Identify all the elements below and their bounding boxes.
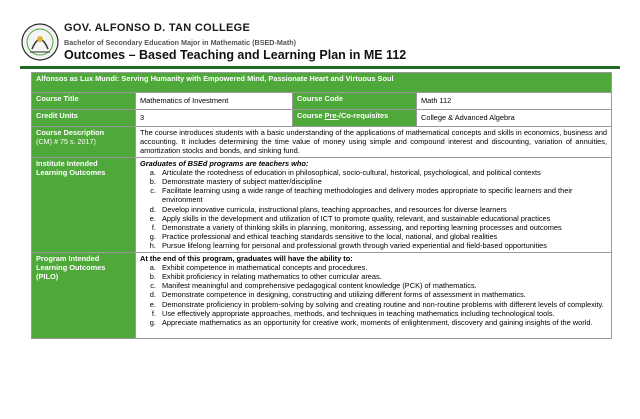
list-item: g. Appreciate mathematics as an opportunity for creative work, moments of enlightenment, discovery and gaining insights of the world. bbox=[158, 318, 607, 327]
list-item: c. Manifest meaningful and comprehensive pedagogical content knowledge (PCK) of mathematics. bbox=[158, 281, 607, 290]
course-code-label: Course Code bbox=[293, 93, 417, 110]
list-item: b. Exhibit proficiency in relating mathematics to other curricular areas. bbox=[158, 272, 607, 281]
list-item: h. Pursue lifelong learning for personal and professional growth through varied experiential and field-based opportunities bbox=[158, 241, 607, 250]
list-item: d. Develop innovative curricula, instructional plans, teaching approaches, and resources for diverse learners bbox=[158, 205, 607, 214]
course-plan-table bbox=[31, 72, 612, 339]
list-item: e. Apply skills in the development and utilization of ICT to promote quality, relevant, and sustainable educational practices bbox=[158, 214, 607, 223]
pilo-row bbox=[32, 252, 612, 338]
prerequisites-label: Course Pre-/Co-requisites bbox=[293, 110, 417, 127]
list-item: f. Demonstrate a variety of thinking skills in planning, monitoring, assessing, and reporting learning processes and outcomes bbox=[158, 223, 607, 232]
list-item: a. Articulate the rootedness of education in philosophical, socio-cultural, historical, psychological, and political contexts bbox=[158, 168, 607, 177]
ilo-content bbox=[136, 157, 612, 252]
header-divider bbox=[20, 66, 620, 69]
course-description-ref: (CM) # 75 s. 2017) bbox=[36, 137, 96, 147]
list-item: d. Demonstrate competence in designing, constructing and utilizing different forms of assessment in mathematics. bbox=[158, 290, 607, 299]
ilo-lead: Graduates of BSEd programs are teachers who: bbox=[140, 158, 309, 168]
college-name: GOV. ALFONSO D. TAN COLLEGE bbox=[64, 22, 251, 34]
credit-units-value: 3 bbox=[136, 110, 293, 127]
credit-units-label: Credit Units bbox=[32, 110, 136, 127]
document-header bbox=[0, 0, 640, 70]
document-title: Outcomes – Based Teaching and Learning Plan in ME 112 bbox=[64, 48, 407, 62]
course-description-label: Course Description (CM) # 75 s. 2017) bbox=[32, 127, 136, 158]
course-description-row bbox=[32, 127, 612, 158]
list-item: g. Practice professional and ethical teaching standards sensitive to the local, national, and global realities bbox=[158, 232, 607, 241]
motto-row bbox=[32, 73, 612, 93]
credit-units-row bbox=[32, 110, 612, 127]
list-item: a. Exhibit competence in mathematical concepts and procedures. bbox=[158, 263, 607, 272]
course-title-value: Mathematics of Investment bbox=[136, 93, 293, 110]
course-code-value: Math 112 bbox=[417, 93, 612, 110]
college-seal-icon bbox=[20, 22, 60, 62]
course-title-label: Course Title bbox=[32, 93, 136, 110]
pilo-content bbox=[136, 252, 612, 338]
institution-motto: Alfonsos as Lux Mundi: Serving Humanity with Empowered Mind, Passionate Heart and Virtuous Soul bbox=[32, 73, 612, 93]
pilo-lead: At the end of this program, graduates will have the ability to: bbox=[140, 253, 353, 263]
program-line: Bachelor of Secondary Education Major in Mathematic (BSED-Math) bbox=[64, 38, 297, 47]
ilo-label: Institute Intended Learning Outcomes bbox=[32, 157, 136, 252]
prerequisites-value: College & Advanced Algebra bbox=[417, 110, 612, 127]
pilo-list bbox=[140, 263, 607, 327]
list-item: f. Use effectively appropriate approaches, methods, and techniques in teaching mathematics including technological tools. bbox=[158, 309, 607, 318]
course-description-text: The course introduces students with a basic understanding of the applications of mathematical concepts and skills in economics, business and accounting. It includes determining the time value of money using simple and compound interest and discounting, variation of annuities, amortization stocks and bonds, and sinking fund. bbox=[136, 127, 612, 158]
course-title-row bbox=[32, 93, 612, 110]
ilo-row bbox=[32, 157, 612, 252]
list-item: e. Demonstrate proficiency in problem-solving by solving and creating routine and non-routine problems with different levels of complexity. bbox=[158, 300, 607, 309]
list-item: b. Demonstrate mastery of subject matter/discipline bbox=[158, 177, 607, 186]
pilo-label: Program Intended Learning Outcomes (PILO) bbox=[32, 252, 136, 338]
list-item: c. Facilitate learning using a wide range of teaching methodologies and delivery modes appropriate to specific learners and their environment bbox=[158, 186, 607, 204]
ilo-list bbox=[140, 168, 607, 251]
